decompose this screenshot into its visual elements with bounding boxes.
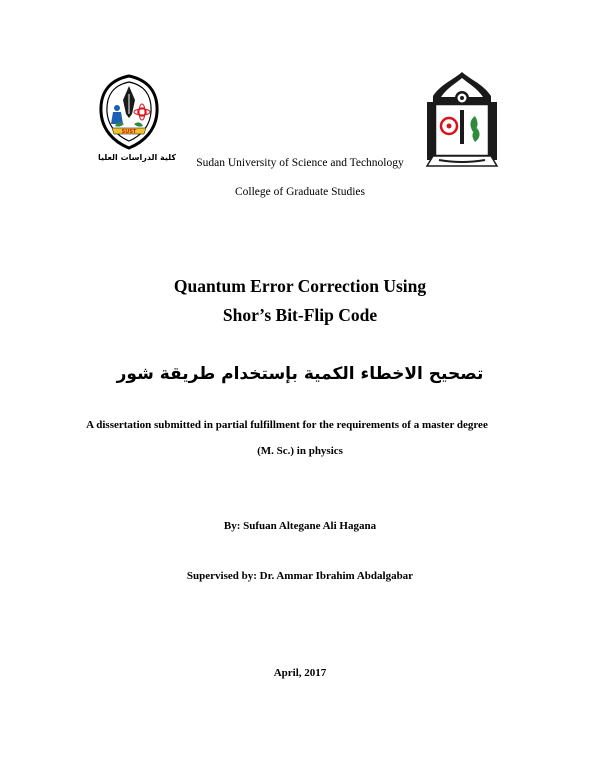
sust-university-seal-icon: [423, 70, 501, 170]
college-name: College of Graduate Studies: [235, 186, 365, 198]
author-line: By: Sufuan Altegane Ali Hagana: [223, 520, 377, 532]
dissertation-statement-line-2: (M. Sc.) in physics: [257, 445, 343, 457]
thesis-title-line-1: Quantum Error Correction Using: [173, 276, 427, 296]
supervisor-line: Supervised by: Dr. Ammar Ibrahim Abdalgabar: [186, 570, 414, 582]
submission-date: April, 2017: [273, 667, 327, 679]
graduate-college-logo-icon: [96, 74, 162, 164]
university-name: Sudan University of Science and Technology: [196, 157, 404, 169]
thesis-title-arabic: تصحيح الاخطاء الكمية بإستخدام طريقة شور: [116, 364, 484, 384]
thesis-title-line-2: Shor’s Bit-Flip Code: [222, 305, 378, 325]
svg-text:SUST: SUST: [121, 129, 137, 135]
left-logo-caption: كلية الدراسات العليا: [98, 153, 177, 162]
dissertation-statement-line-1: A dissertation submitted in partial fulfillment for the requirements of a master degree: [86, 419, 488, 431]
